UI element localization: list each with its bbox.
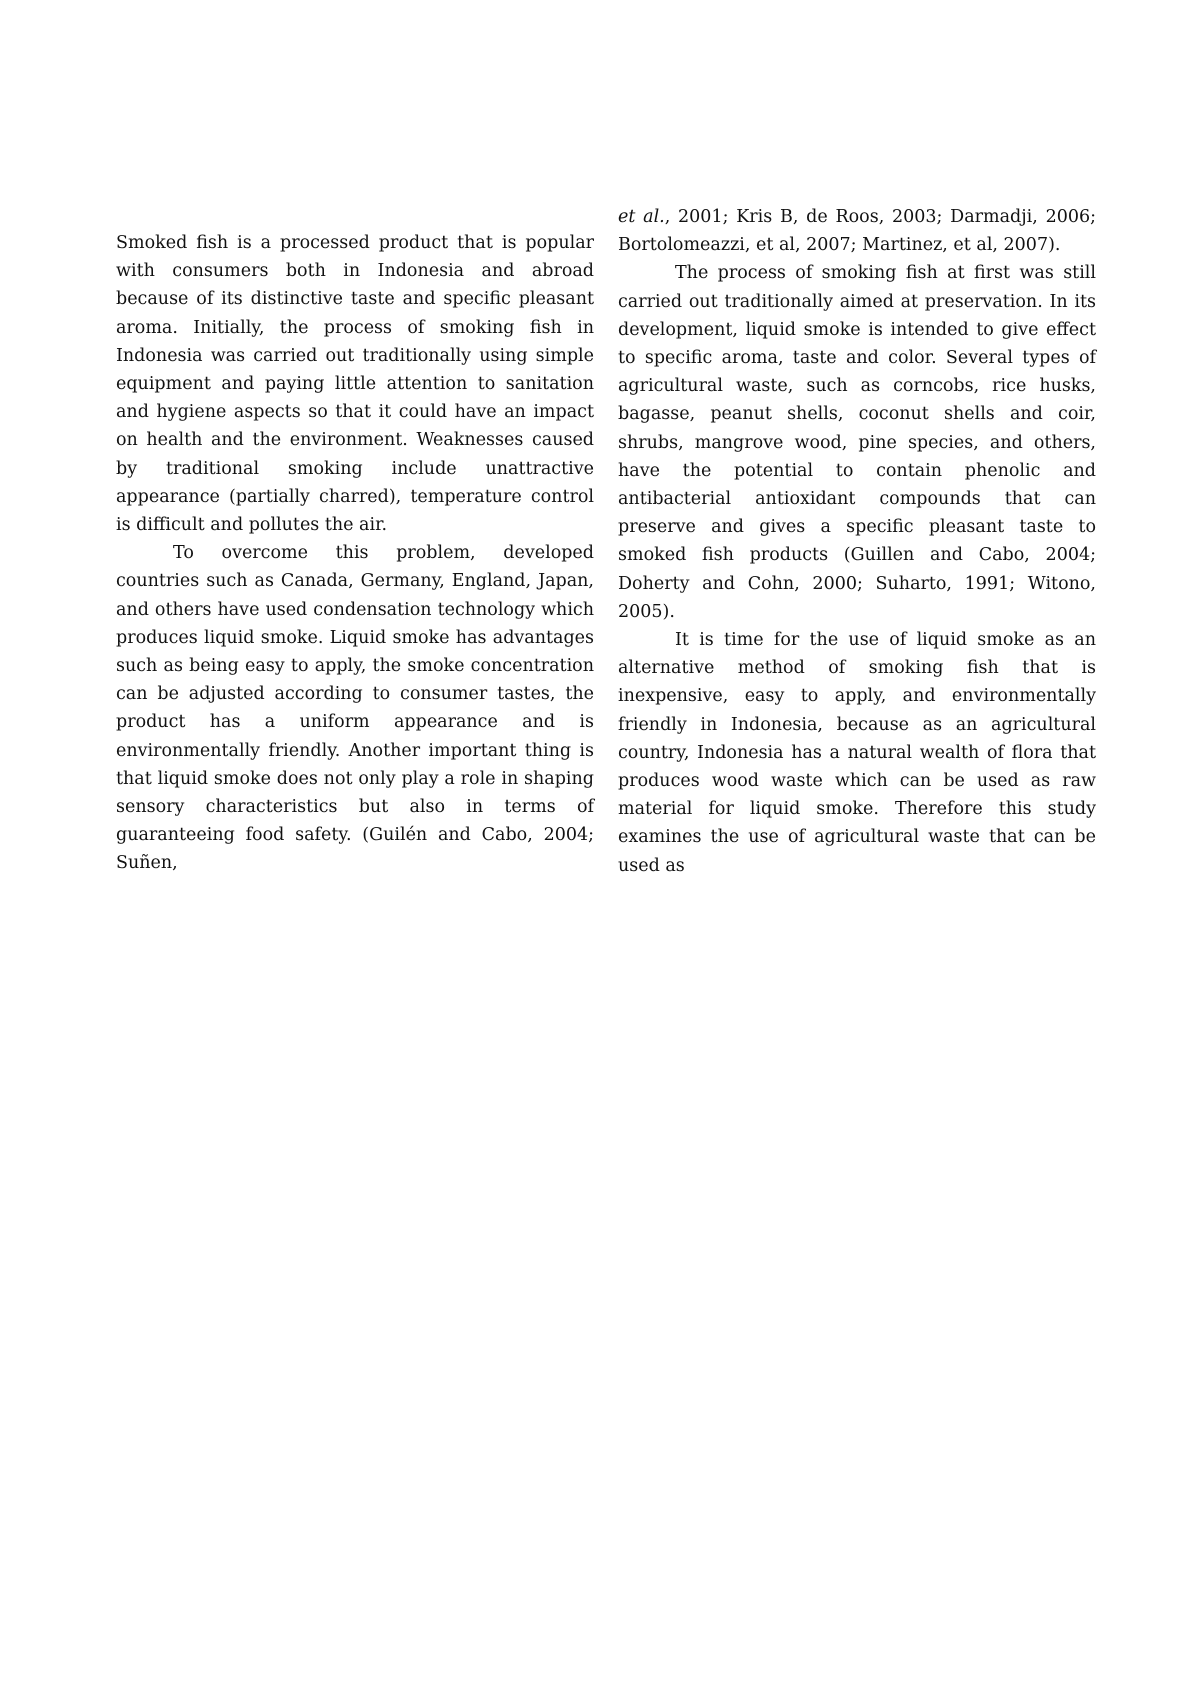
left-column [116,229,594,878]
paragraph-agricultural-waste: The process of smoking fish at first was still carried out traditionally aimed at preservation. In its development, liquid smoke is intended to give effect to specific aroma, taste and color. Several types of agricultural waste, such as corncobs, rice husks, bagasse, peanut shells, coconut shells and coir, shrubs, mangrove wood, pine species, and others, have the potential to contain phenolic and antibacterial antioxidant compounds that can preserve and gives a specific pleasant taste to smoked fish products (Guillen and Cabo, 2004; Doherty and Cohn, 2000; Suharto, 1991; Witono, 2005). [618,263,1096,622]
paragraph-intro: Smoked fish is a processed product that is popular with consumers both in Indonesia and abroad because of its distinctive taste and specific pleasant aroma. Initially, the process of smoking fish in Indonesia was carried out traditionally using simple equipment and paying little attention to sanitation and hygiene aspects so that it could have an impact on health and the environment. Weaknesses caused by traditional smoking include unattractive appearance (partially charred), temperature control is difficult and pollutes the air. [116,233,594,536]
paragraph-alternative-method: It is time for the use of liquid smoke as an alternative method of smoking fish that is inexpensive, easy to apply, and environmentally friendly in Indonesia, because as an agricultural country, Indonesia has a natural wealth of flora that produces wood waste which can be used as raw material for liquid smoke. Therefore this study examines the use of agricultural waste that can be used as [618,630,1096,876]
right-column [618,203,1096,880]
citation-et-al: et al. [618,207,665,227]
citation-continuation-text: , 2001; Kris B, de Roos, 2003; Darmadji, 2006; Bortolomeazzi, et al, 2007; Martinez, et al, 2007). [618,207,1097,256]
paragraph-citation-continuation [618,203,1096,259]
paragraph-liquid-smoke-technology: To overcome this problem, developed countries such as Canada, Germany, England, Japan, and others have used condensation technology which produces liquid smoke. Liquid smoke has advantages such as being easy to apply, the smoke concentration can be adjusted according to consumer tastes, the product has a uniform appearance and is environmentally friendly. Another important thing is that liquid smoke does not only play a role in shaping sensory characteristics but also in terms of guaranteeing food safety. (Guilén and Cabo, 2004; Suñen, [116,543,594,874]
